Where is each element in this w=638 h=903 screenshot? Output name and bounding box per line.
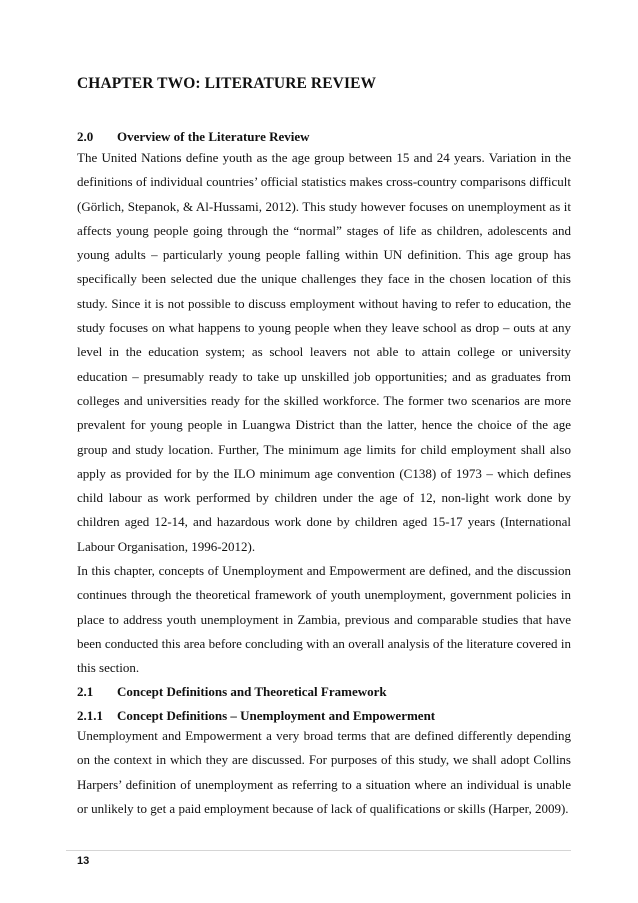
paragraph-unemployment-definition: Unemployment and Empowerment a very broad terms that are defined differently depending on the context in which they are discussed. For purposes of this study, we shall adopt Collins Harpers’ definition of unemployment as referring to a situation where an individual is unable or unlikely to get a paid employment because of lack of qualifications or skills (Harper, 2009). xyxy=(77,728,571,816)
section-number: 2.1.1 xyxy=(77,708,103,723)
section-heading-2-1-1 xyxy=(77,708,435,724)
paragraph-chapter-overview: In this chapter, concepts of Unemployment and Empowerment are defined, and the discussion continues through the theoretical framework of youth unemployment, government policies in place to address youth unemployment in Zambia, previous and comparable studies that have been conducted this area before concluding with an overall analysis of the literature covered in this section. xyxy=(77,563,571,676)
chapter-title: CHAPTER TWO: LITERATURE REVIEW xyxy=(77,75,377,92)
section-title: Overview of the Literature Review xyxy=(117,129,310,144)
paragraph-youth-definition: The United Nations define youth as the age group between 15 and 24 years. Variation in the definitions of individual countries’ official statistics makes cross-country comparisons difficult (Görlich, Stepanok, & Al-Hussami, 2012). This study however focuses on unemployment as it affects young people going through the “normal” stages of life as children, adolescents and young adults – particularly young people falling within UN definition. This age group has specifically been selected due the unique challenges they face in the chosen location of this study. Since it is not possible to discuss employment without having to refer to education, the study focuses on what happens to young people when they leave school as drop – outs at any level in the education system; as school leavers not able to attain college or university education – presumably ready to take up unskilled job opportunities; and as graduates from colleges and universities ready for the skilled workforce. The former two scenarios are more prevalent for young people in Luangwa District than the latter, hence the choice of the age group and study location. Further, The minimum age limits for child employment shall also apply as provided for by the ILO minimum age convention (C138) of 1973 – which defines child labour as work performed by children under the age of 12, non-light work done by children aged 12-14, and hazardous work done by children aged 15-17 years (International Labour Organisation, 1996-2012). xyxy=(77,150,571,554)
section-title: Concept Definitions and Theoretical Framework xyxy=(117,684,387,699)
section-number: 2.1 xyxy=(77,684,94,699)
section-heading-2-0 xyxy=(77,129,310,145)
section-heading-2-1 xyxy=(77,684,387,700)
section-title: Concept Definitions – Unemployment and Empowerment xyxy=(117,708,436,723)
footer-divider xyxy=(66,850,571,851)
section-number: 2.0 xyxy=(77,129,94,144)
page-number: 13 xyxy=(77,855,90,867)
